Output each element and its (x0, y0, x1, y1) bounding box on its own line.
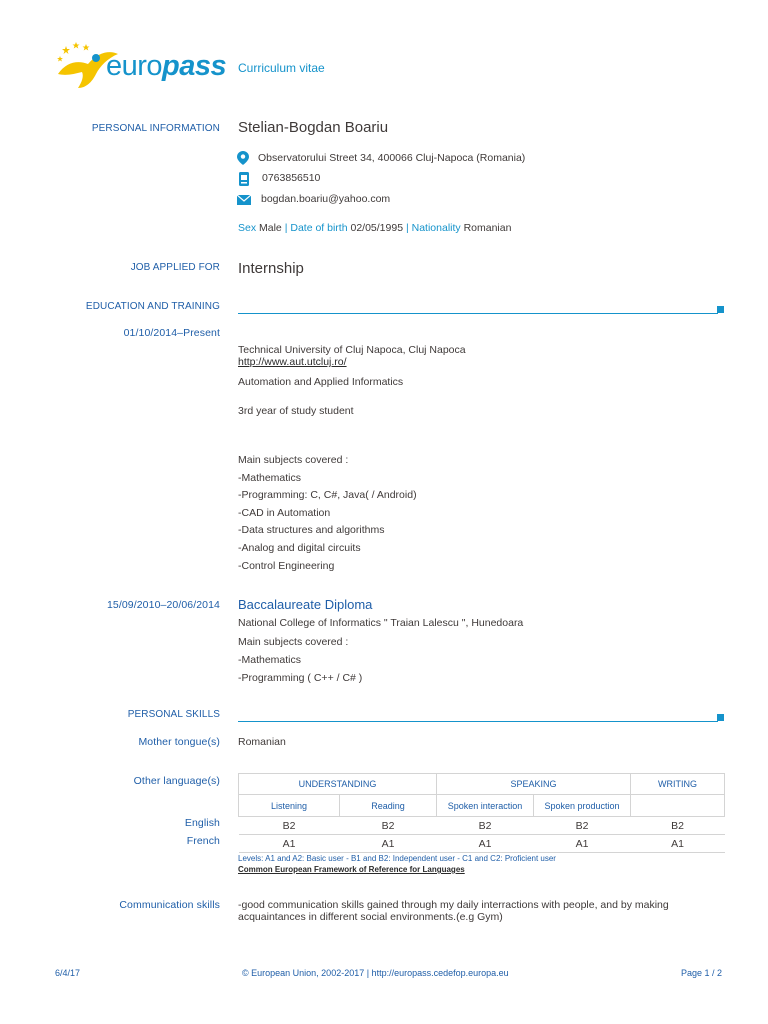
section-label-personal-information: PERSONAL INFORMATION (91, 123, 220, 134)
footer-copyright[interactable]: © European Union, 2002-2017 | http://europass.cedefop.europa.eu (242, 968, 509, 978)
subheader-spoken-production: Spoken production (534, 795, 631, 817)
dob-value: 02/05/1995 (350, 222, 404, 234)
subject-line: -Programming ( C++ / C# ) (238, 672, 363, 684)
level-cell: B2 (631, 817, 725, 835)
education-dates: 15/09/2010–20/06/2014 (106, 599, 220, 611)
cefr-link[interactable]: Common European Framework of Reference for Languages (238, 865, 465, 874)
table-group-header-row (239, 774, 725, 795)
subheader-writing (631, 795, 725, 817)
subject-line: -Programming: C, C#, Java( / Android) (238, 489, 417, 501)
subject-line: Main subjects covered : (238, 636, 349, 648)
level-cell: A1 (631, 835, 725, 853)
nationality-label: Nationality (411, 222, 461, 234)
section-label-education-and-training: EDUCATION AND TRAINING (85, 301, 220, 312)
language-skills-table (238, 773, 725, 853)
nationality-value: Romanian (463, 222, 512, 234)
language-name: English (184, 817, 220, 829)
education-title: Baccalaureate Diploma (238, 597, 373, 612)
communication-skills-text: -good communication skills gained through my daily interractions with people, and by making (238, 899, 669, 911)
education-year: 3rd year of study student (238, 405, 354, 417)
address: Observatorului Street 34, 400066 Cluj-Napoca (Romania) (258, 152, 526, 164)
document-title: Curriculum vitae (238, 61, 325, 75)
group-header-understanding: UNDERSTANDING (239, 774, 437, 795)
level-cell: B2 (437, 817, 534, 835)
section-label-job-applied-for: JOB APPLIED FOR (130, 262, 220, 273)
mother-tongue-label: Mother tongue(s) (138, 736, 220, 748)
logo-text-pass: pass (162, 50, 227, 82)
level-cell: B2 (340, 817, 437, 835)
communication-skills-text: acquaintances in different social environments.(e.g Gym) (238, 911, 503, 923)
logo-text-euro: euro (106, 50, 163, 82)
table-row (239, 817, 725, 835)
level-cell: B2 (239, 817, 340, 835)
dob-label: Date of birth (290, 222, 348, 234)
subject-line: -Control Engineering (238, 560, 335, 572)
subject-line: -Analog and digital circuits (238, 542, 361, 554)
personal-details-line (238, 222, 511, 234)
phone-number: 0763856510 (262, 172, 321, 184)
section-label-personal-skills: PERSONAL SKILLS (127, 709, 220, 720)
level-cell: A1 (534, 835, 631, 853)
mother-tongue-value: Romanian (238, 736, 286, 748)
subheader-spoken-interaction: Spoken interaction (437, 795, 534, 817)
group-header-speaking: SPEAKING (437, 774, 631, 795)
subject-line: Main subjects covered : (238, 454, 349, 466)
education-dates: 01/10/2014–Present (123, 327, 220, 339)
language-name: French (186, 835, 220, 847)
section-divider (238, 721, 718, 722)
subject-line: -Mathematics (238, 472, 302, 484)
sex-value: Male (259, 222, 282, 234)
table-row (239, 835, 725, 853)
education-institution: Technical University of Cluj Napoca, Cluj Napoca (238, 344, 466, 356)
section-divider-marker (717, 306, 724, 313)
education-institution: National College of Informatics " Traian Lalescu ", Hunedoara (238, 617, 524, 629)
levels-note: Levels: A1 and A2: Basic user - B1 and B2: Independent user - C1 and C2: Proficient user (238, 854, 556, 863)
group-header-writing: WRITING (631, 774, 725, 795)
footer-date: 6/4/17 (55, 968, 81, 978)
separator: | (405, 222, 409, 234)
communication-skills-label: Communication skills (119, 899, 220, 911)
section-divider-marker (717, 714, 724, 721)
section-divider (238, 313, 718, 314)
subject-line: -Data structures and algorithms (238, 524, 385, 536)
level-cell: A1 (340, 835, 437, 853)
job-applied-value: Internship (238, 260, 304, 277)
footer-page-number: Page 1 / 2 (681, 968, 723, 978)
email-envelope-icon (237, 195, 251, 205)
subject-line: -Mathematics (238, 654, 302, 666)
level-cell: A1 (437, 835, 534, 853)
subheader-listening: Listening (239, 795, 340, 817)
separator: | (284, 222, 288, 234)
email-address[interactable]: bogdan.boariu@yahoo.com (261, 193, 391, 205)
level-cell: B2 (534, 817, 631, 835)
table-subheader-row (239, 795, 725, 817)
subject-line: -CAD in Automation (238, 507, 331, 519)
other-languages-label: Other language(s) (133, 775, 220, 787)
subheader-reading: Reading (340, 795, 437, 817)
europass-logo (52, 40, 227, 92)
location-pin-icon (237, 151, 249, 165)
education-field: Automation and Applied Informatics (238, 376, 404, 388)
phone-icon (238, 172, 250, 186)
level-cell: A1 (239, 835, 340, 853)
education-link[interactable]: http://www.aut.utcluj.ro/ (238, 356, 347, 368)
sex-label: Sex (238, 222, 257, 234)
person-name: Stelian-Bogdan Boariu (238, 119, 389, 136)
